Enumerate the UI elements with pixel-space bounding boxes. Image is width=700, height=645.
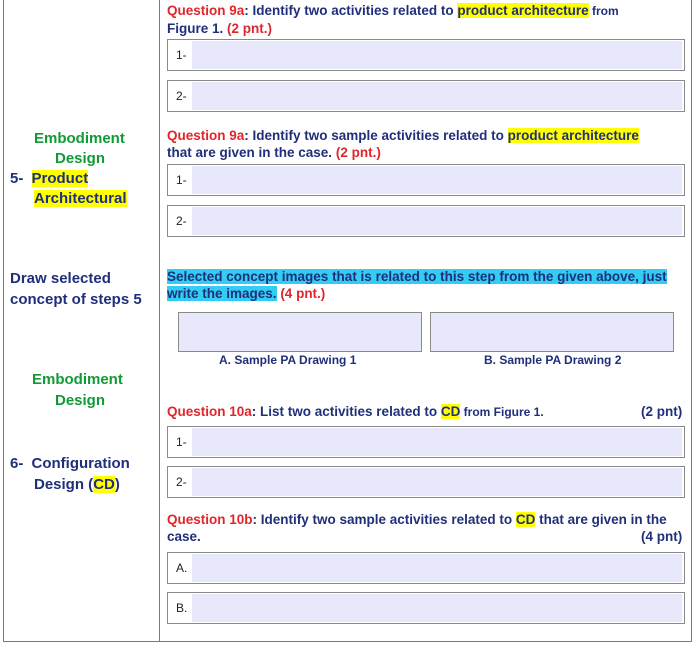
q9a-second-points: (2 pnt.) xyxy=(335,145,381,160)
step6-prefix: 6- xyxy=(10,455,24,472)
q10b-label: Question 10b xyxy=(167,512,253,527)
q10b-text2: that are given in the xyxy=(535,512,667,527)
answer-number: 1- xyxy=(176,435,187,449)
draw-instructions-line1: Selected concept images that is related to this step from the given above, just xyxy=(167,269,667,284)
image-box-b[interactable] xyxy=(430,312,674,352)
q10b-text: : Identify two sample activities related to xyxy=(252,512,516,527)
q9a-second-line2: that are given in the case. xyxy=(167,145,333,160)
q9a-first-text2: from xyxy=(588,4,619,18)
answer-input-area[interactable] xyxy=(192,554,682,582)
q10b-highlight: CD xyxy=(515,512,536,527)
label-design-2: Design xyxy=(55,392,106,409)
label-embodiment-2: Embodiment xyxy=(32,371,123,388)
answer-field-9a-first-2[interactable] xyxy=(167,80,685,112)
q10a-text: : List two activities related to xyxy=(251,404,441,419)
step5-prefix: 5- xyxy=(10,170,24,187)
answer-number: 1- xyxy=(176,48,187,62)
step6-cd-highlight: CD xyxy=(93,476,115,493)
q10b-points: (4 pnt) xyxy=(641,529,683,544)
label-draw-line2: concept of steps 5 xyxy=(10,291,142,308)
step6-word1: Configuration xyxy=(31,455,130,472)
draw-points: (4 pnt.) xyxy=(280,286,326,301)
answer-input-area[interactable] xyxy=(192,82,682,110)
label-step6-line2 xyxy=(34,475,120,495)
label-step5-line2 xyxy=(34,189,127,209)
question-9a-second xyxy=(167,127,687,161)
step6-close: ) xyxy=(114,476,120,493)
question-9a-first xyxy=(167,2,687,37)
answer-number: 2- xyxy=(176,214,187,228)
q9a-first-highlight: product architecture xyxy=(457,3,589,18)
answer-field-10a-2[interactable] xyxy=(167,466,685,498)
step5-word2: Architectural xyxy=(34,190,127,207)
q10a-text2: from Figure 1. xyxy=(460,405,544,419)
answer-input-area[interactable] xyxy=(192,207,682,235)
answer-input-area[interactable] xyxy=(192,166,682,194)
answer-input-area[interactable] xyxy=(192,428,682,456)
answer-number: B. xyxy=(176,601,188,615)
q9a-second-label: Question 9a xyxy=(167,128,245,143)
caption-a: A. Sample PA Drawing 1 xyxy=(219,353,357,367)
answer-field-9a-first-1[interactable] xyxy=(167,39,685,71)
question-10a xyxy=(167,403,687,421)
answer-field-9a-second-1[interactable] xyxy=(167,164,685,196)
answer-field-10a-1[interactable] xyxy=(167,426,685,458)
q9a-second-highlight: product architecture xyxy=(507,128,639,143)
label-design-1: Design xyxy=(55,150,106,167)
label-step6 xyxy=(10,454,130,474)
q9a-second-text: : Identify two sample activities related to xyxy=(244,128,508,143)
image-box-a[interactable] xyxy=(178,312,422,352)
answer-input-area[interactable] xyxy=(192,594,682,622)
answer-number: 2- xyxy=(176,89,187,103)
q10b-line2: case. xyxy=(167,529,201,544)
q9a-first-points: (2 pnt.) xyxy=(227,21,273,36)
label-embodiment-1: Embodiment xyxy=(34,130,125,147)
answer-number: A. xyxy=(176,561,188,575)
q10a-highlight: CD xyxy=(440,404,461,419)
q9a-first-label: Question 9a xyxy=(167,3,245,18)
q10a-label: Question 10a xyxy=(167,404,252,419)
answer-number: 2- xyxy=(176,475,187,489)
step5-word1: Product xyxy=(31,170,89,187)
label-draw-line1: Draw selected xyxy=(10,270,111,287)
answer-input-area[interactable] xyxy=(192,41,682,69)
answer-input-area[interactable] xyxy=(192,468,682,496)
answer-field-9a-second-2[interactable] xyxy=(167,205,685,237)
q9a-first-text: : Identify two activities related to xyxy=(244,3,458,18)
answer-number: 1- xyxy=(176,173,187,187)
draw-instructions xyxy=(167,268,687,302)
q10a-points: (2 pnt) xyxy=(641,404,683,419)
answer-field-10b-b[interactable] xyxy=(167,592,685,624)
q9a-first-line2: Figure 1. xyxy=(167,21,224,36)
answer-field-10b-a[interactable] xyxy=(167,552,685,584)
label-step5 xyxy=(10,169,88,189)
column-divider xyxy=(159,0,160,642)
draw-instructions-line2: write the images. xyxy=(167,286,277,301)
caption-b: B. Sample PA Drawing 2 xyxy=(484,353,622,367)
step6-word2: Design ( xyxy=(34,476,94,493)
question-10b xyxy=(167,511,687,545)
